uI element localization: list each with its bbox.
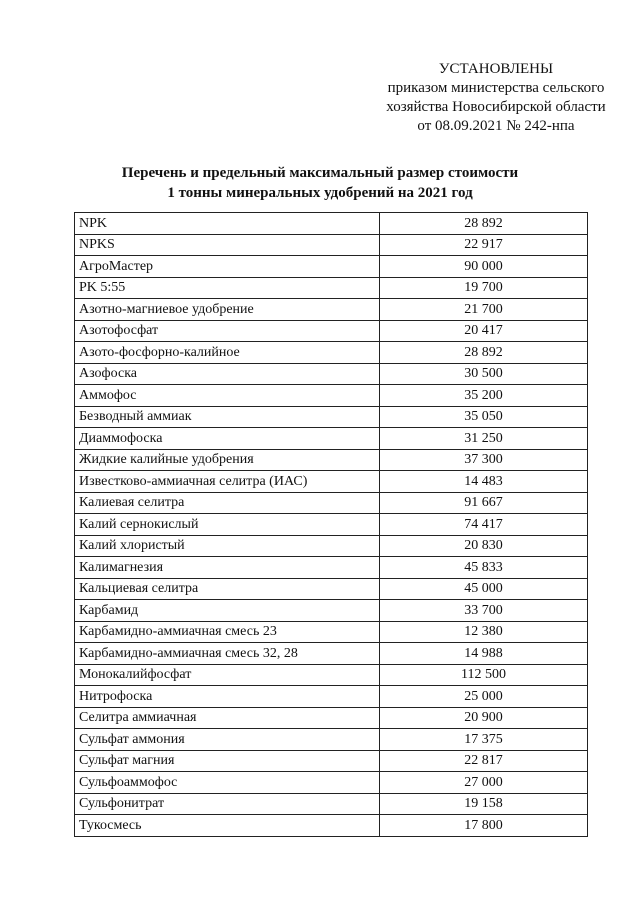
fertilizer-name-cell: Калиевая селитра bbox=[75, 492, 380, 514]
price-cell: 31 250 bbox=[380, 428, 588, 450]
fertilizer-name-cell: Безводный аммиак bbox=[75, 406, 380, 428]
price-cell: 20 900 bbox=[380, 707, 588, 729]
title-line: Перечень и предельный максимальный размер стоимости bbox=[121, 165, 519, 181]
fertilizer-name-cell: Селитра аммиачная bbox=[75, 707, 380, 729]
fertilizer-name-cell: NPK bbox=[75, 213, 380, 235]
fertilizer-name-cell: Тукосмесь bbox=[75, 815, 380, 837]
table-row bbox=[75, 406, 588, 428]
fertilizer-name-cell: NPKS bbox=[75, 234, 380, 256]
fertilizer-name-cell: Калий сернокислый bbox=[75, 514, 380, 536]
fertilizer-name-cell: Нитрофоска bbox=[75, 686, 380, 708]
table-row bbox=[75, 363, 588, 385]
fertilizer-name-cell: Жидкие калийные удобрения bbox=[75, 449, 380, 471]
table-row bbox=[75, 793, 588, 815]
fertilizer-name-cell: Сульфат аммония bbox=[75, 729, 380, 751]
price-cell: 30 500 bbox=[380, 363, 588, 385]
table-row bbox=[75, 557, 588, 579]
fertilizer-name-cell: PK 5:55 bbox=[75, 277, 380, 299]
price-cell: 37 300 bbox=[380, 449, 588, 471]
fertilizer-name-cell: Азофоска bbox=[75, 363, 380, 385]
price-cell: 74 417 bbox=[380, 514, 588, 536]
price-cell: 12 380 bbox=[380, 621, 588, 643]
price-cell: 25 000 bbox=[380, 686, 588, 708]
table-row bbox=[75, 621, 588, 643]
price-cell: 22 917 bbox=[380, 234, 588, 256]
table-row bbox=[75, 664, 588, 686]
fertilizer-name-cell: Сульфонитрат bbox=[75, 793, 380, 815]
table-row bbox=[75, 299, 588, 321]
table-row bbox=[75, 449, 588, 471]
table-row bbox=[75, 815, 588, 837]
table-row bbox=[75, 535, 588, 557]
price-cell: 35 050 bbox=[380, 406, 588, 428]
table-row bbox=[75, 234, 588, 256]
price-cell: 91 667 bbox=[380, 492, 588, 514]
table-row bbox=[75, 643, 588, 665]
fertilizer-name-cell: Карбамидно-аммиачная смесь 23 bbox=[75, 621, 380, 643]
fertilizer-name-cell: Калимагнезия bbox=[75, 557, 380, 579]
table-row bbox=[75, 772, 588, 794]
table-row bbox=[75, 277, 588, 299]
price-cell: 14 483 bbox=[380, 471, 588, 493]
table-row bbox=[75, 707, 588, 729]
price-cell: 17 375 bbox=[380, 729, 588, 751]
table-row bbox=[75, 750, 588, 772]
fertilizer-name-cell: Монокалийфосфат bbox=[75, 664, 380, 686]
price-cell: 19 700 bbox=[380, 277, 588, 299]
table-row bbox=[75, 342, 588, 364]
price-cell: 19 158 bbox=[380, 793, 588, 815]
fertilizer-price-table bbox=[74, 212, 588, 837]
fertilizer-name-cell: Известково-аммиачная селитра (ИАС) bbox=[75, 471, 380, 493]
price-cell: 28 892 bbox=[380, 342, 588, 364]
price-cell: 28 892 bbox=[380, 213, 588, 235]
price-cell: 21 700 bbox=[380, 299, 588, 321]
title-line: 1 тонны минеральных удобрений на 2021 год bbox=[167, 185, 473, 201]
price-cell: 17 800 bbox=[380, 815, 588, 837]
fertilizer-name-cell: Карбамид bbox=[75, 600, 380, 622]
fertilizer-name-cell: Карбамидно-аммиачная смесь 32, 28 bbox=[75, 643, 380, 665]
table-body bbox=[75, 213, 588, 837]
table-row bbox=[75, 385, 588, 407]
table-row bbox=[75, 514, 588, 536]
approval-line: УСТАНОВЛЕНЫ bbox=[438, 61, 554, 77]
fertilizer-name-cell: Азото-фосфорно-калийное bbox=[75, 342, 380, 364]
table-row bbox=[75, 428, 588, 450]
fertilizer-name-cell: Калий хлористый bbox=[75, 535, 380, 557]
fertilizer-name-cell: Сульфат магния bbox=[75, 750, 380, 772]
table-row bbox=[75, 492, 588, 514]
table-row bbox=[75, 686, 588, 708]
price-cell: 14 988 bbox=[380, 643, 588, 665]
table-row bbox=[75, 320, 588, 342]
table-row bbox=[75, 600, 588, 622]
fertilizer-name-cell: Азотно-магниевое удобрение bbox=[75, 299, 380, 321]
price-cell: 20 417 bbox=[380, 320, 588, 342]
fertilizer-name-cell: Кальциевая селитра bbox=[75, 578, 380, 600]
price-cell: 20 830 bbox=[380, 535, 588, 557]
price-cell: 33 700 bbox=[380, 600, 588, 622]
table-row bbox=[75, 471, 588, 493]
price-cell: 22 817 bbox=[380, 750, 588, 772]
fertilizer-name-cell: Диаммофоска bbox=[75, 428, 380, 450]
table-row bbox=[75, 729, 588, 751]
approval-block bbox=[372, 60, 620, 136]
price-cell: 45 833 bbox=[380, 557, 588, 579]
table-row bbox=[75, 256, 588, 278]
fertilizer-name-cell: Сульфоаммофос bbox=[75, 772, 380, 794]
fertilizer-name-cell: Аммофос bbox=[75, 385, 380, 407]
table-row bbox=[75, 213, 588, 235]
price-cell: 90 000 bbox=[380, 256, 588, 278]
price-cell: 112 500 bbox=[380, 664, 588, 686]
price-cell: 45 000 bbox=[380, 578, 588, 600]
document-title bbox=[40, 163, 600, 203]
approval-line: от 08.09.2021 № 242-нпа bbox=[417, 118, 575, 134]
approval-line: хозяйства Новосибирской области bbox=[386, 99, 606, 115]
fertilizer-name-cell: Азотофосфат bbox=[75, 320, 380, 342]
fertilizer-name-cell: АгроМастер bbox=[75, 256, 380, 278]
price-cell: 27 000 bbox=[380, 772, 588, 794]
price-cell: 35 200 bbox=[380, 385, 588, 407]
table-row bbox=[75, 578, 588, 600]
approval-line: приказом министерства сельского bbox=[387, 80, 605, 96]
